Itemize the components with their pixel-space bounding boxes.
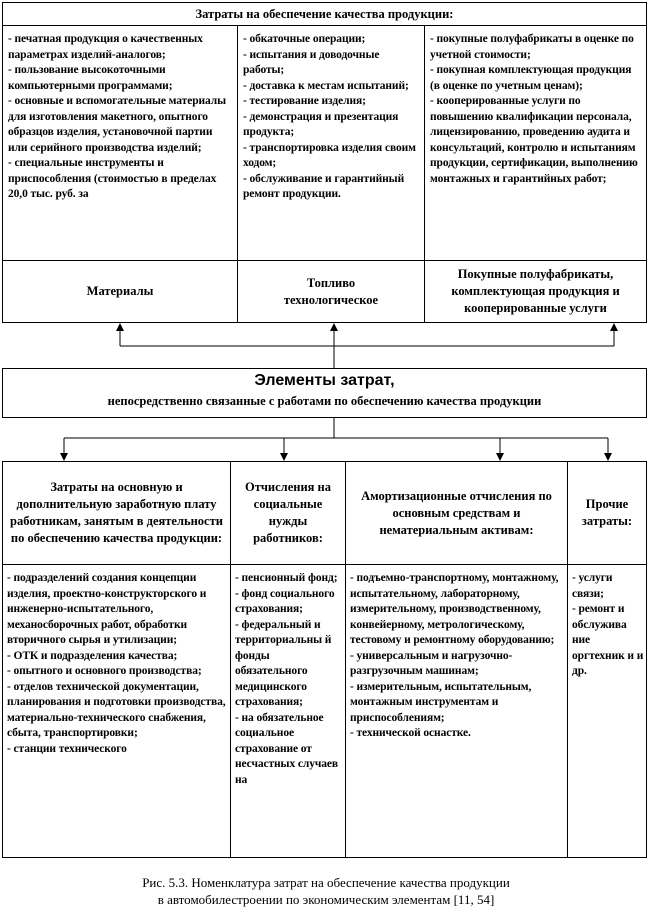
label-fuel: Топливо технологическое	[283, 275, 379, 307]
top-column-text: - обкаточные операции; - испытания и доводочные работы; - доставка к местам испытаний; - тестирование изделия; - демонстрация и презентация продукта; - транспортировка изделия своим ходом; - обслуживание и гарантийный ремонт продукции.	[243, 33, 416, 200]
arrow-to-purchased	[610, 323, 618, 331]
top-column-text: - покупные полуфабрикаты в оценке по учетной стоимости; - покупная комплектующая продукция (в оценке по учетным ценам); - кооперированные услуги по повышению квалификации персонала, лицензированию, проведению аудита и консультаций, контролю и испытаниям продукции, сертификации, выполнению монтажных и гарантийных работ;	[430, 33, 638, 185]
label-purchased: Покупные полуфабрикаты, комплектующая продукция и кооперированные услуги	[451, 267, 620, 315]
column-depreciation	[345, 564, 568, 858]
top-title-cell	[2, 2, 647, 26]
header-depreciation: Амортизационные отчисления по основным средствам и нематериальным активам:	[361, 488, 552, 537]
arrow-to-depreciation	[496, 453, 504, 461]
column-social	[230, 564, 346, 858]
cost-elements-subtitle: непосредственно связанные с работами по обеспечению качества продукции	[107, 394, 542, 408]
caption-line-2: в автомобилестроении по экономическим элементам [11, 54]	[157, 892, 495, 907]
label-fuel-cell	[237, 260, 425, 323]
arrow-to-other	[604, 453, 612, 461]
cost-elements-title: Элементы затрат,	[254, 372, 395, 389]
label-materials: Материалы	[86, 284, 154, 298]
header-wages-cell	[2, 461, 231, 565]
column-social-text: - пенсионный фонд; - фонд социального страхования; - федеральный и территориальны й фонды обязательного медицинского страхования; - на обязательное социальное страхование от несчастных случаев на	[235, 572, 339, 786]
arrow-to-fuel	[330, 323, 338, 331]
top-column-materials	[2, 25, 238, 261]
column-other	[567, 564, 647, 858]
header-other-cell	[567, 461, 647, 565]
column-wages-text: - подразделений создания концепции изделия, проектно-конструкторского и инженерно-испытательного, механосборочных работ, обработки вторичного сырья и утилизации; - ОТК и подразделения качества; - опытного и основного производства; - отделов технической документации, планирования и подготовки производства, материально-технического снабжения, сбыта, транспортировки; - станции технического	[7, 572, 226, 755]
header-social: Отчисления на социальные нужды работников:	[245, 480, 331, 545]
arrow-to-materials	[116, 323, 124, 331]
top-title: Затраты на обеспечение качества продукции:	[195, 6, 454, 21]
arrow-to-wages	[60, 453, 68, 461]
column-wages	[2, 564, 231, 858]
top-column-purchased	[424, 25, 647, 261]
top-column-text: - печатная продукция о качественных параметрах изделий-аналогов; - пользование высокоточными компьютерными программами; - основные и вспомогательные материалы для изготовления макетного, опытного образцов изделия, установочной партии или серийного производства изделий; - специальные инструменты и приспособления (стоимостью в пределах 20,0 тыс. руб. за	[8, 33, 226, 200]
figure-caption	[0, 874, 652, 908]
caption-line-1: Рис. 5.3. Номенклатура затрат на обеспечение качества продукции	[142, 875, 510, 890]
header-depreciation-cell	[345, 461, 568, 565]
top-column-fuel	[237, 25, 425, 261]
cost-elements-box	[2, 368, 647, 418]
arrow-to-social	[280, 453, 288, 461]
header-social-cell	[230, 461, 346, 565]
column-depreciation-text: - подъемно-транспортному, монтажному, испытательному, лабораторному, измерительному, производственному, конвейерному, метрологическому, тестовому и ремонтному оборудованию; - универсальным и нагрузочно-разгрузочным машинам; - измерительным, испытательным, монтажным инструментам и приспособлениям; - технической оснастке.	[350, 572, 559, 739]
label-materials-cell	[2, 260, 238, 323]
column-other-text: - услуги связи; - ремонт и обслужива ние оргтехник и и др.	[572, 572, 644, 677]
label-purchased-cell	[424, 260, 647, 323]
header-other: Прочие затраты:	[581, 497, 633, 528]
header-wages: Затраты на основную и дополнительную заработную плату работникам, занятым в деятельности по обеспечению качества продукции:	[10, 480, 223, 545]
